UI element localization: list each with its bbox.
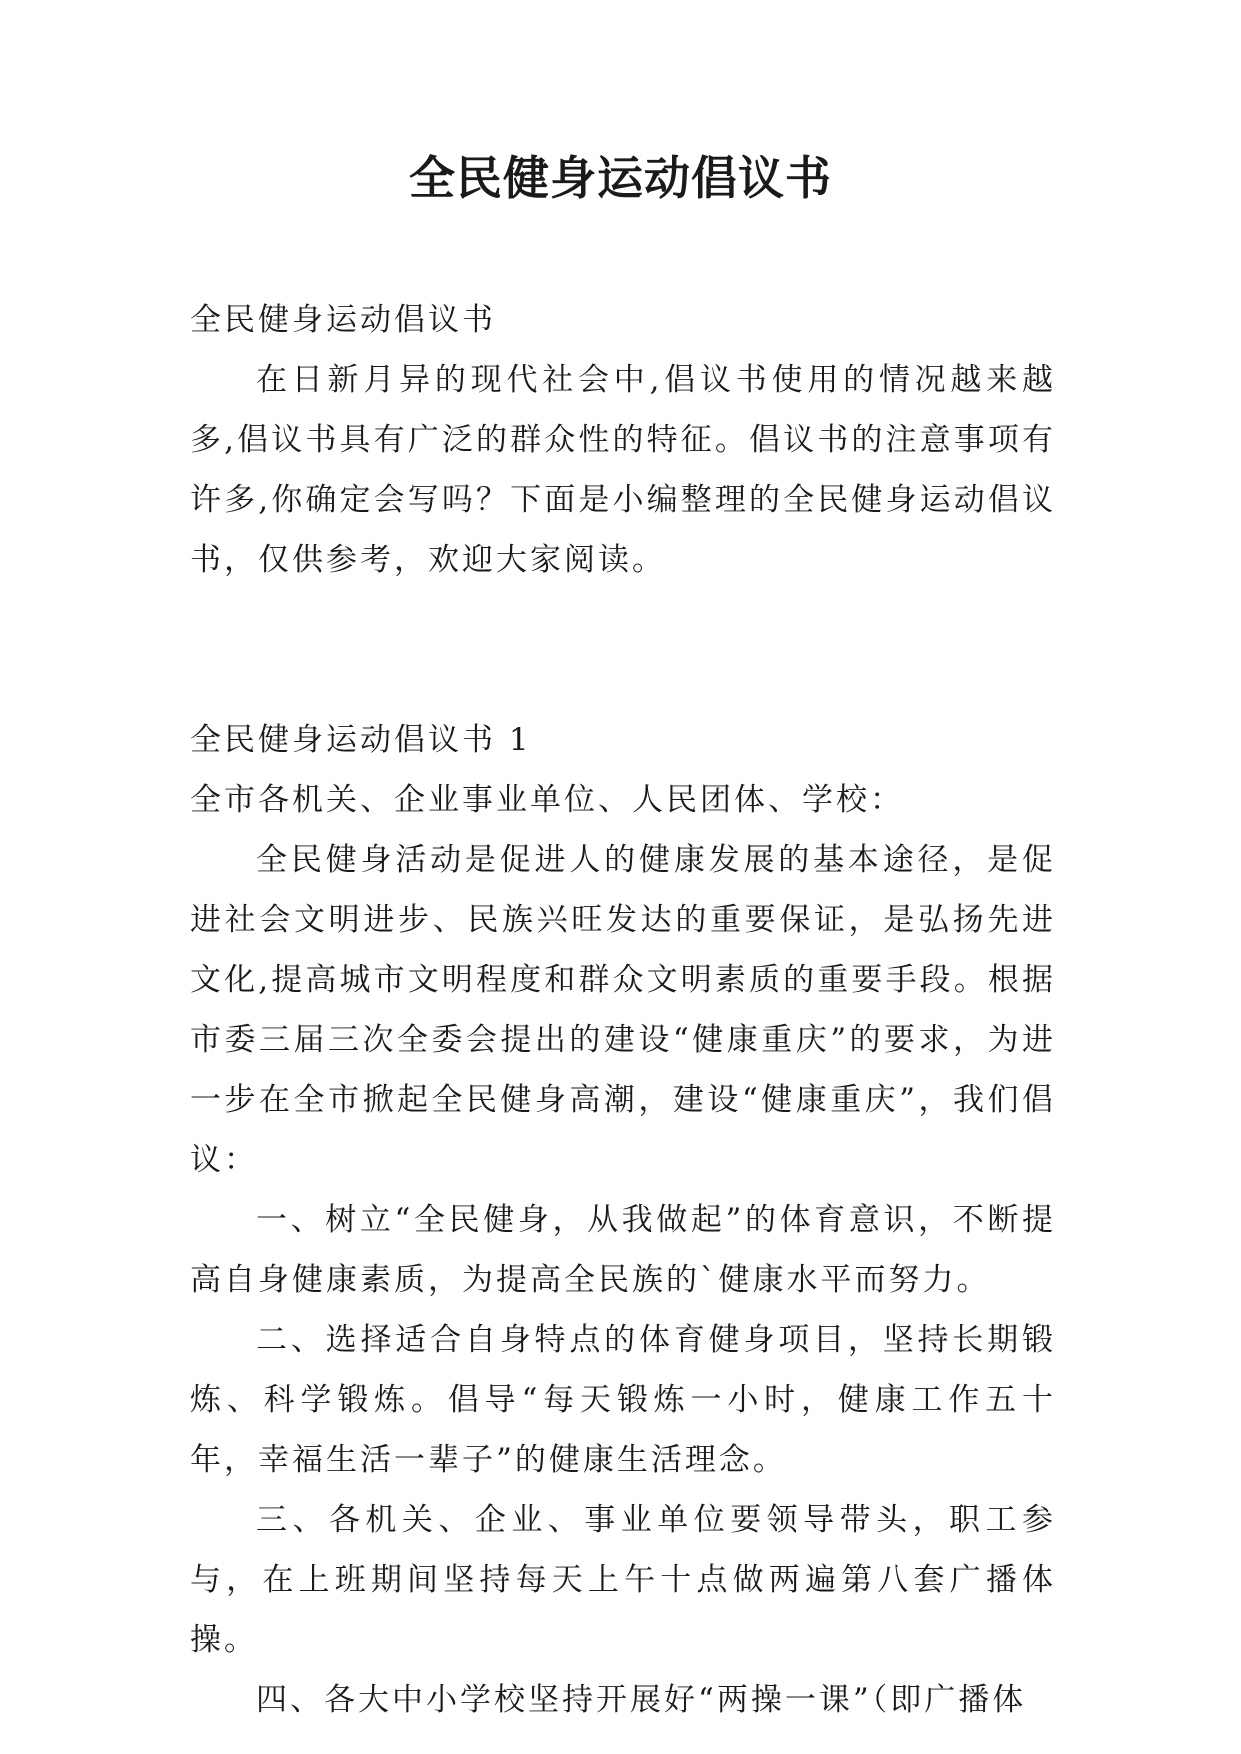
document-title: 全民健身运动倡议书 bbox=[409, 151, 832, 205]
proposal-item-3: 三、各机关、企业、事业单位要领导带头，职工参与，在上班期间坚持每天上午十点做两遍第八套广播体操。 bbox=[190, 1502, 1056, 1658]
proposal-item-1: 一、树立“全民健身，从我做起”的体育意识，不断提高自身健康素质，为提高全民族的`健康水平而努力。 bbox=[190, 1202, 1056, 1298]
intro-paragraph: 在日新月异的现代社会中,倡议书使用的情况越来越多,倡议书具有广泛的群众性的特征。倡议书的注意事项有许多,你确定会写吗？下面是小编整理的全民健身运动倡议书，仅供参考，欢迎大家阅读。 bbox=[190, 362, 1056, 578]
section-gap bbox=[190, 590, 1056, 710]
document-body bbox=[190, 290, 1056, 1730]
proposal-item-2: 二、选择适合自身特点的体育健身项目，坚持长期锻炼、科学锻炼。倡导“每天锻炼一小时，健康工作五十年，幸福生活一辈子”的健康生活理念。 bbox=[190, 1322, 1056, 1478]
salutation: 全市各机关、企业事业单位、人民团体、学校： bbox=[190, 782, 904, 818]
proposal-item-4: 四、各大中小学校坚持开展好“两操一课”（即广播体 bbox=[256, 1682, 1027, 1718]
section-heading: 全民健身运动倡议书 1 bbox=[190, 722, 532, 758]
body-paragraph: 全民健身活动是促进人的健康发展的基本途径，是促进社会文明进步、民族兴旺发达的重要保证，是弘扬先进文化,提高城市文明程度和群众文明素质的重要手段。根据市委三届三次全委会提出的建设“健康重庆”的要求，为进一步在全市掀起全民健身高潮，建设“健康重庆”，我们倡议： bbox=[190, 842, 1056, 1178]
intro-heading: 全民健身运动倡议书 bbox=[190, 302, 496, 338]
